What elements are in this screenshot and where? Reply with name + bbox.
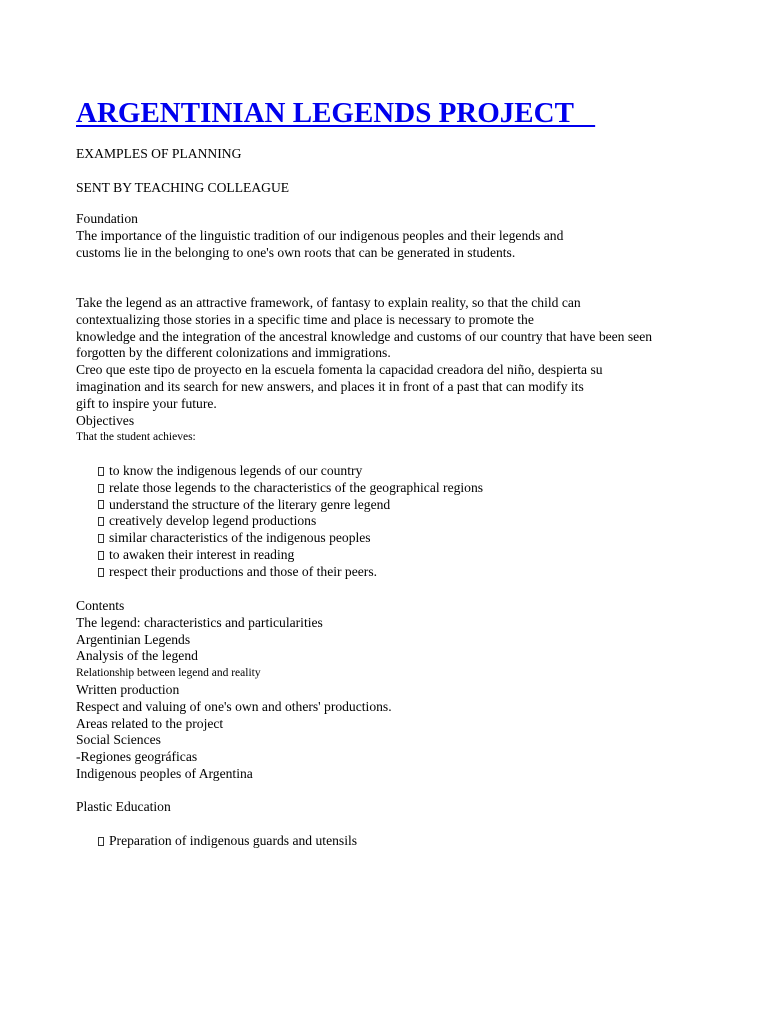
contents-line: Relationship between legend and reality: [76, 667, 261, 680]
checkbox-glyph-icon: [98, 568, 104, 577]
plastic-education-list: [98, 833, 357, 850]
contents-section: [76, 598, 392, 783]
contents-line: The legend: characteristics and particularities: [76, 614, 323, 630]
page-title: [76, 96, 595, 130]
contents-line: Social Sciences: [76, 732, 161, 748]
subtitle-sent-by: SENT BY TEACHING COLLEAGUE: [76, 180, 290, 195]
contents-line: Argentinian Legends: [76, 631, 191, 647]
list-item: respect their productions and those of their peers.: [98, 564, 483, 581]
contents-line: Areas related to the project: [76, 715, 224, 731]
checkbox-glyph-icon: [98, 500, 104, 509]
contents-line: -Regiones geográficas: [76, 749, 198, 765]
contents-line: Indigenous peoples of Argentina: [76, 765, 253, 781]
objectives-intro: That the student achieves:: [76, 431, 196, 444]
checkbox-glyph-icon: [98, 517, 104, 526]
paragraph-line: Creo que este tipo de proyecto en la escuela fomenta la capacidad creadora del niño, despierta su: [76, 362, 603, 378]
objectives-heading: Objectives: [76, 412, 135, 428]
checkbox-glyph-icon: [98, 551, 104, 560]
plastic-education-heading: Plastic Education: [76, 799, 171, 814]
list-item: to know the indigenous legends of our country: [98, 463, 483, 480]
list-item: to awaken their interest in reading: [98, 547, 483, 564]
foundation-line: customs lie in the belonging to one's own roots that can be generated in students.: [76, 244, 516, 260]
paragraph-line: forgotten by the different colonizations and immigrations.: [76, 345, 391, 361]
checkbox-glyph-icon: [98, 837, 104, 846]
contents-line: Written production: [76, 681, 180, 697]
list-item: creatively develop legend productions: [98, 513, 483, 530]
subtitle-examples: EXAMPLES OF PLANNING: [76, 146, 242, 161]
objectives-list: [98, 463, 483, 581]
paragraph-legend-framework: [76, 295, 652, 446]
contents-heading: Contents: [76, 598, 125, 613]
paragraph-line: contextualizing those stories in a specific time and place is necessary to promote the: [76, 311, 534, 327]
paragraph-line: imagination and its search for new answers, and places it in front of a past that can modify its: [76, 378, 584, 394]
list-item: similar characteristics of the indigenous peoples: [98, 530, 483, 547]
foundation-line: The importance of the linguistic tradition of our indigenous peoples and their legends and: [76, 227, 564, 243]
title-link[interactable]: ARGENTINIAN LEGENDS PROJECT: [76, 97, 596, 129]
paragraph-line: Take the legend as an attractive framework, of fantasy to explain reality, so that the child can: [76, 295, 581, 310]
foundation-heading: Foundation: [76, 211, 138, 226]
foundation-section: [76, 211, 563, 261]
checkbox-glyph-icon: [98, 467, 104, 476]
checkbox-glyph-icon: [98, 484, 104, 493]
checkbox-glyph-icon: [98, 534, 104, 543]
contents-line: Respect and valuing of one's own and others' productions.: [76, 698, 392, 714]
contents-line: Analysis of the legend: [76, 648, 198, 664]
paragraph-line: gift to inspire your future.: [76, 395, 217, 411]
paragraph-line: knowledge and the integration of the ancestral knowledge and customs of our country that have been seen: [76, 328, 653, 344]
list-item: relate those legends to the characteristics of the geographical regions: [98, 480, 483, 497]
list-item: Preparation of indigenous guards and utensils: [98, 833, 357, 850]
list-item: understand the structure of the literary genre legend: [98, 497, 483, 514]
